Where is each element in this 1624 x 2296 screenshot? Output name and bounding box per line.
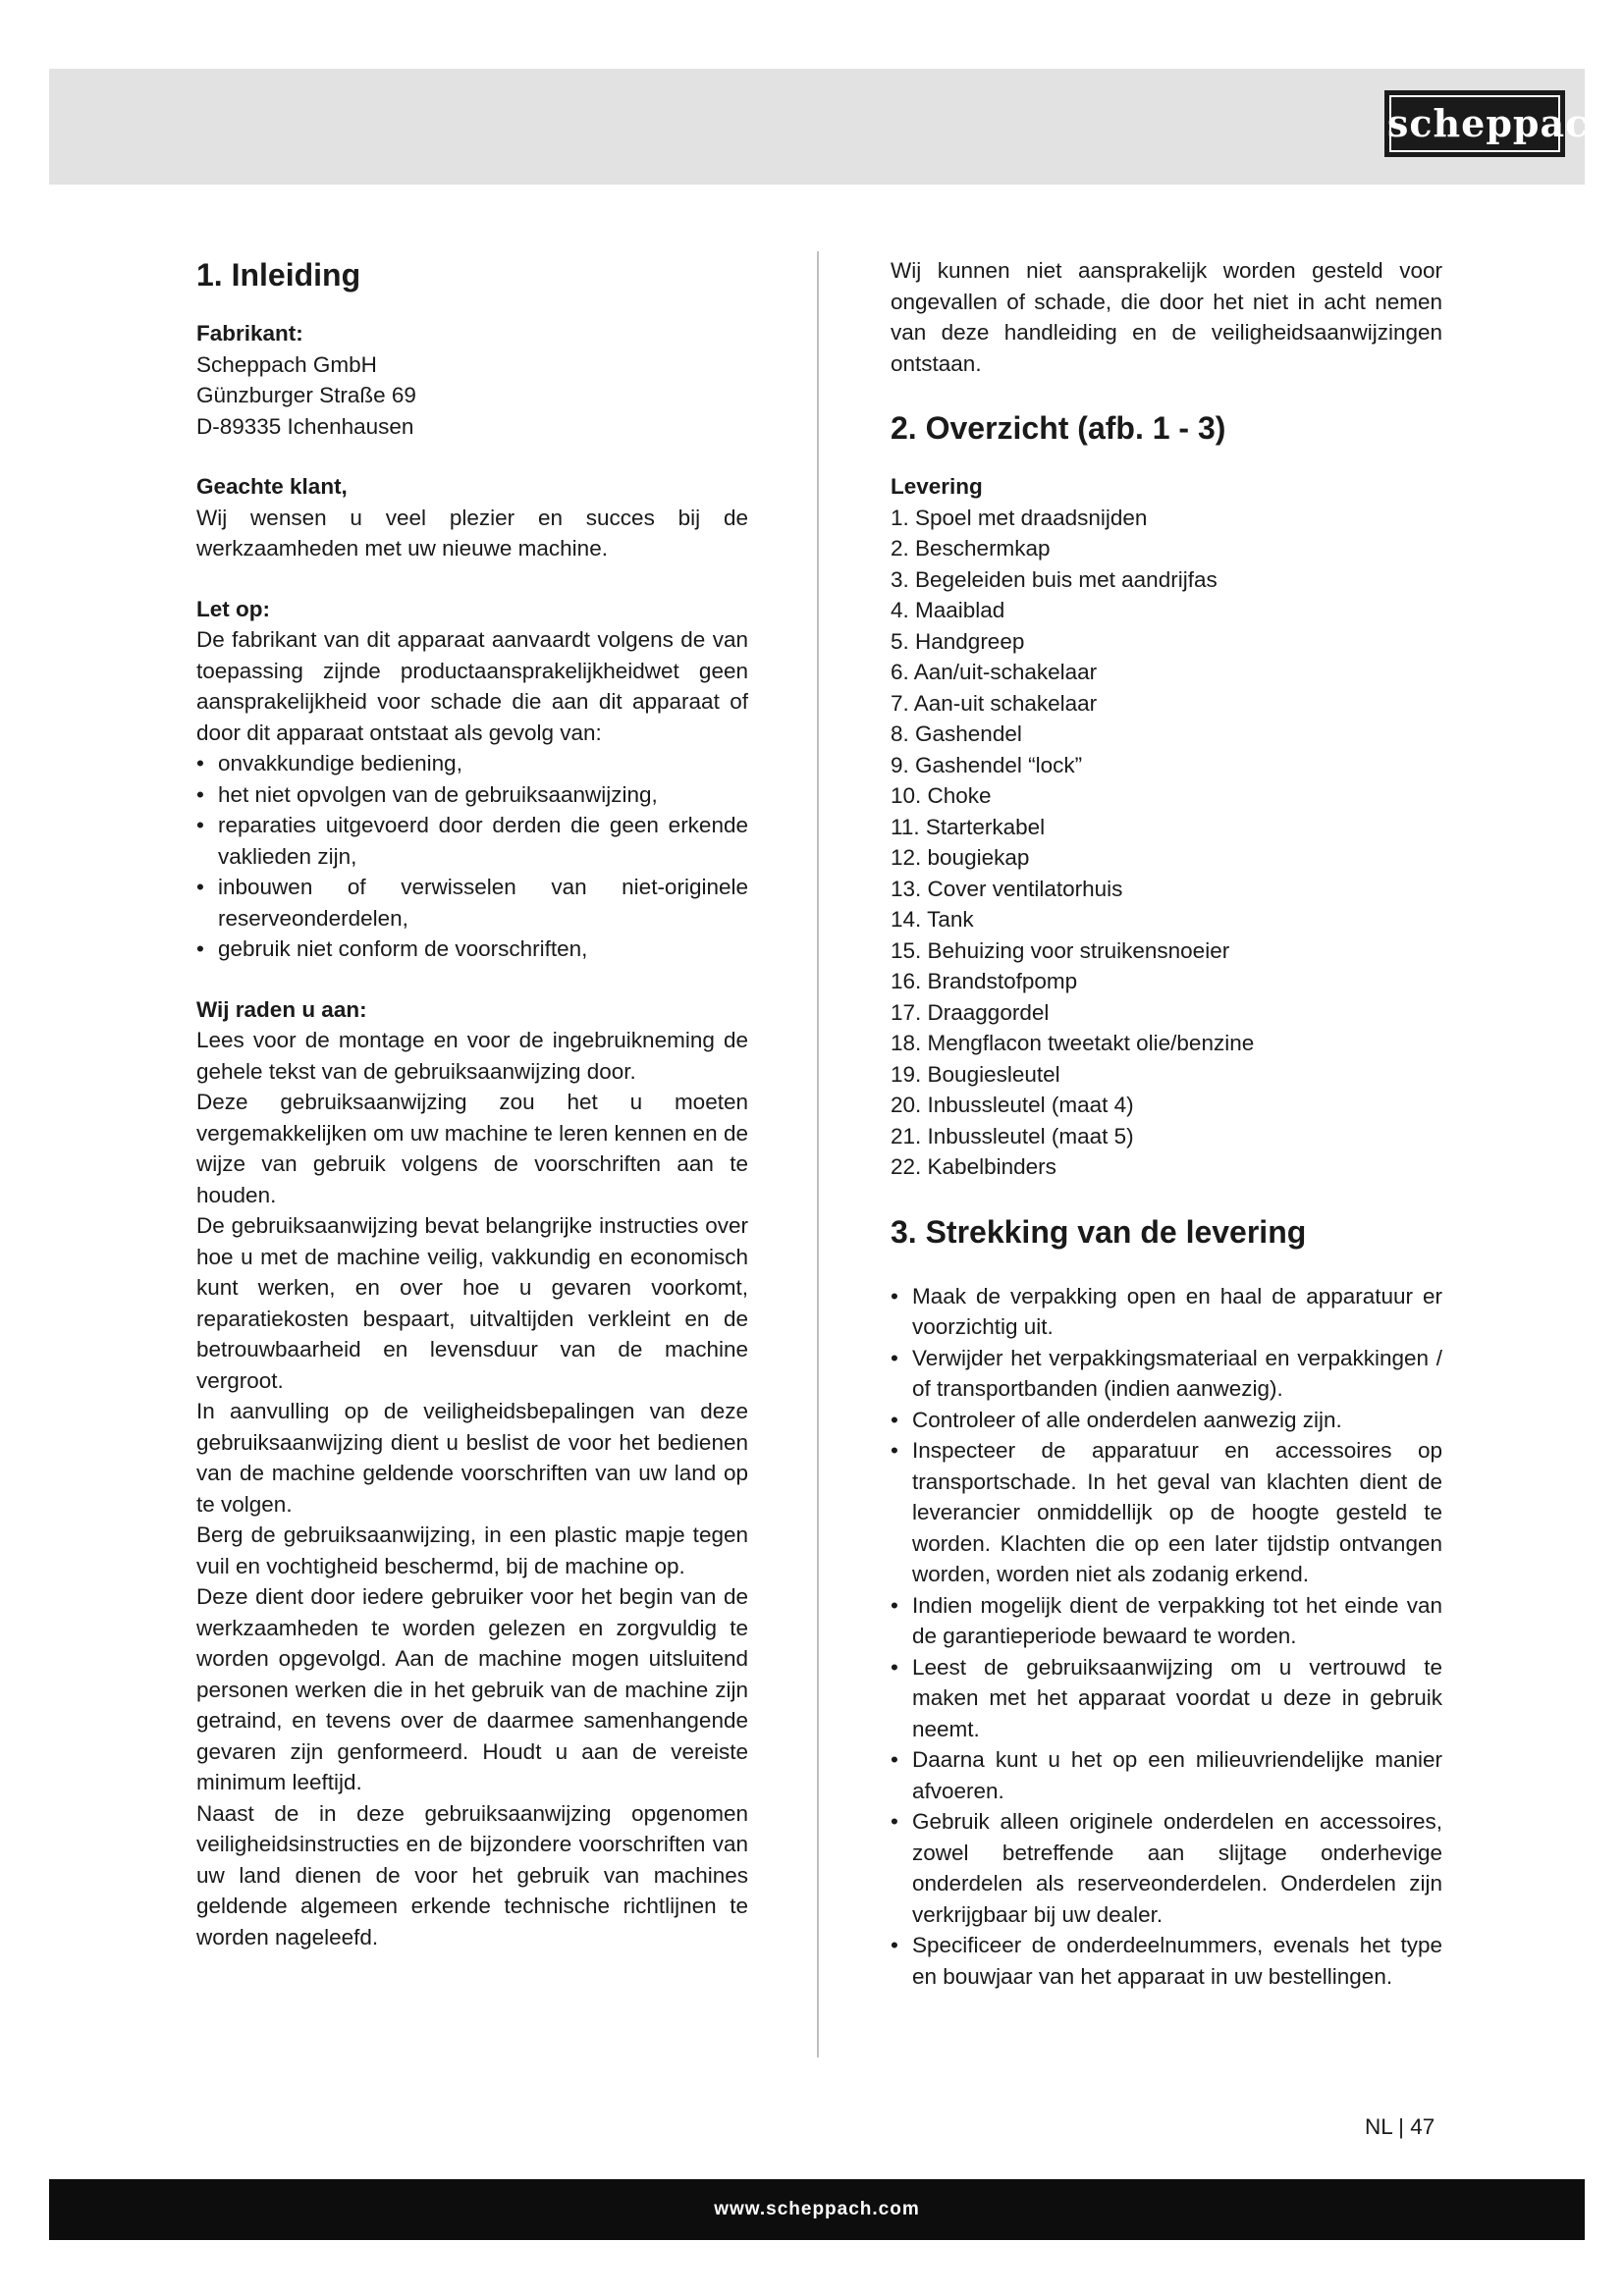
list-item: • Gebruik alleen originele onderdelen en accessoires, zowel betreffende aan slijtage onderhevige onderdelen als reserveonderdelen. Onderdelen zijn verkrijgbaar bij uw dealer. (891, 1806, 1442, 1930)
list-item: 5. Handgreep (891, 628, 1025, 654)
list-item: 18. Mengflacon tweetakt olie/benzine (891, 1031, 1255, 1055)
list-item: 6. Aan/uit-schakelaar (891, 660, 1098, 684)
list-item: • Inspecteer de apparatuur en accessoires op transportschade. In het geval van klachten dient de leverancier onmiddellijk op de hoogte gesteld te worden. Klachten die op een later tijdstip ontvangen worden, worden niet als zodanig erkend. (891, 1435, 1442, 1590)
column-divider (817, 251, 819, 2057)
fabrikant-line: D-89335 Ichenhausen (196, 413, 414, 439)
list-item: 7. Aan-uit schakelaar (891, 690, 1098, 716)
list-item: 2. Beschermkap (891, 536, 1051, 561)
list-item: 8. Gashendel (891, 721, 1022, 746)
section-3-title: 3. Strekking van de levering (891, 1213, 1307, 1250)
list-item: 1. Spoel met draadsnijden (891, 505, 1148, 530)
list-item: • onvakkundige bediening, (196, 748, 748, 779)
list-item: 20. Inbussleutel (maat 4) (891, 1093, 1134, 1117)
scheppach-logo: scheppach (1384, 90, 1565, 157)
raden-paragraph: Deze dient door iedere gebruiker voor het begin van de werkzaamheden te worden gelezen en zorgvuldig te worden opgevolgd. Aan de machine mogen uitsluitend personen werken die in het gebruik van de machine zijn getraind, en tevens over de daarmee samenhangende gevaren zijn genformeerd. Houdt u aan de vereiste minimum leeftijd. (196, 1584, 748, 1794)
list-item: 16. Brandstofpomp (891, 969, 1078, 993)
list-item: • gebruik niet conform de voorschriften, (196, 934, 748, 965)
footer-url[interactable]: www.scheppach.com (49, 2179, 1585, 2240)
list-item: • het niet opvolgen van de gebruiksaanwijzing, (196, 779, 748, 811)
levering-list (891, 503, 1442, 1183)
list-item: 15. Behuizing voor struikensnoeier (891, 937, 1230, 963)
left-column (196, 255, 748, 1952)
list-item: 10. Choke (891, 783, 992, 808)
list-item: • Specificeer de onderdeelnummers, evenals het type en bouwjaar van het apparaat in uw bestellingen. (891, 1930, 1442, 1992)
fabrikant-line: Scheppach GmbH (196, 351, 377, 377)
raden-paragraph: Naast de in deze gebruiksaanwijzing opgenomen veiligheidsinstructies en de bijzondere voorschriften van uw land dienen de voor het gebruik van machines geldende algemeen erkende technische richtlijnen te worden nageleefd. (196, 1800, 748, 1949)
list-item: 17. Draaggordel (891, 999, 1050, 1025)
section-1-title: 1. Inleiding (196, 257, 361, 293)
raden-paragraph: Berg de gebruiksaanwijzing, in een plastic mapje tegen vuil en vochtigheid beschermd, bij de machine op. (196, 1522, 748, 1578)
list-item: 13. Cover ventilatorhuis (891, 876, 1123, 901)
list-item: 3. Begeleiden buis met aandrijfas (891, 566, 1218, 592)
section-2-title: 2. Overzicht (afb. 1 - 3) (891, 410, 1226, 446)
fabrikant-label: Fabrikant: (196, 321, 303, 346)
letop-list (196, 748, 748, 965)
page-number: NL | 47 (1365, 2114, 1435, 2139)
header-bar (49, 69, 1585, 185)
raden-paragraph: Deze gebruiksaanwijzing zou het u moeten vergemakkelijken om uw machine te leren kennen en de wijze van gebruik volgens de voorschriften aan te houden. (196, 1090, 748, 1207)
fabrikant-line: Günzburger Straße 69 (196, 383, 416, 407)
list-item: 22. Kabelbinders (891, 1154, 1056, 1179)
letop-label: Let op: (196, 596, 270, 621)
right-column (891, 255, 1442, 1992)
list-item: • Maak de verpakking open en haal de apparatuur er voorzichtig uit. (891, 1281, 1442, 1343)
klant-label: Geachte klant, (196, 474, 348, 499)
levering-label: Levering (891, 474, 983, 499)
list-item: 9. Gashendel “lock” (891, 752, 1083, 777)
klant-text: Wij wensen u veel plezier en succes bij de werkzaamheden met uw nieuwe machine. (196, 505, 748, 561)
list-item: • Indien mogelijk dient de verpakking tot het einde van de garantieperiode bewaard te worden. (891, 1590, 1442, 1652)
list-item: • inbouwen of verwisselen van niet-originele reserveonderdelen, (196, 872, 748, 934)
list-item: • Leest de gebruiksaanwijzing om u vertrouwd te maken met het apparaat voordat u deze in gebruik neemt. (891, 1652, 1442, 1745)
list-item: 14. Tank (891, 907, 974, 932)
list-item: • Controleer of alle onderdelen aanwezig zijn. (891, 1405, 1442, 1436)
list-item: 21. Inbussleutel (maat 5) (891, 1123, 1134, 1148)
list-item: 12. bougiekap (891, 845, 1030, 870)
letop-text: De fabrikant van dit apparaat aanvaardt volgens de van toepassing zijnde productaansprakelijkheidwet geen aansprakelijkheid voor schade die aan dit apparaat of door dit apparaat ontstaat als gevolg van: (196, 627, 748, 745)
raden-paragraph: In aanvulling op de veiligheidsbepalingen van deze gebruiksaanwijzing dient u beslist de voor het bedienen van de machine geldende voorschriften van uw land op te volgen. (196, 1399, 748, 1517)
list-item: • Daarna kunt u het op een milieuvriendelijke manier afvoeren. (891, 1744, 1442, 1806)
strekking-list (891, 1281, 1442, 1993)
list-item: • Verwijder het verpakkingsmateriaal en verpakkingen / of transportbanden (indien aanwezig). (891, 1343, 1442, 1405)
raden-paragraph: De gebruiksaanwijzing bevat belangrijke instructies over hoe u met de machine veilig, vakkundig en economisch kunt werken, en over hoe u gevaren voorkomt, reparatiekosten bespaart, uitvaltijden verkleint en de betrouwbaarheid en levensduur van de machine vergroot. (196, 1213, 748, 1393)
raden-label: Wij raden u aan: (196, 996, 367, 1022)
liability-text: Wij kunnen niet aansprakelijk worden gesteld voor ongevallen of schade, die door het niet in acht nemen van deze handleiding en de veiligheidsaanwijzingen ontstaan. (891, 258, 1442, 376)
list-item: 11. Starterkabel (891, 814, 1046, 839)
raden-paragraph: Lees voor de montage en voor de ingebruikneming de gehele tekst van de gebruiksaanwijzing door. (196, 1028, 748, 1084)
list-item: 4. Maaiblad (891, 598, 1005, 622)
list-item: • reparaties uitgevoerd door derden die geen erkende vaklieden zijn, (196, 810, 748, 872)
list-item: 19. Bougiesleutel (891, 1061, 1060, 1087)
